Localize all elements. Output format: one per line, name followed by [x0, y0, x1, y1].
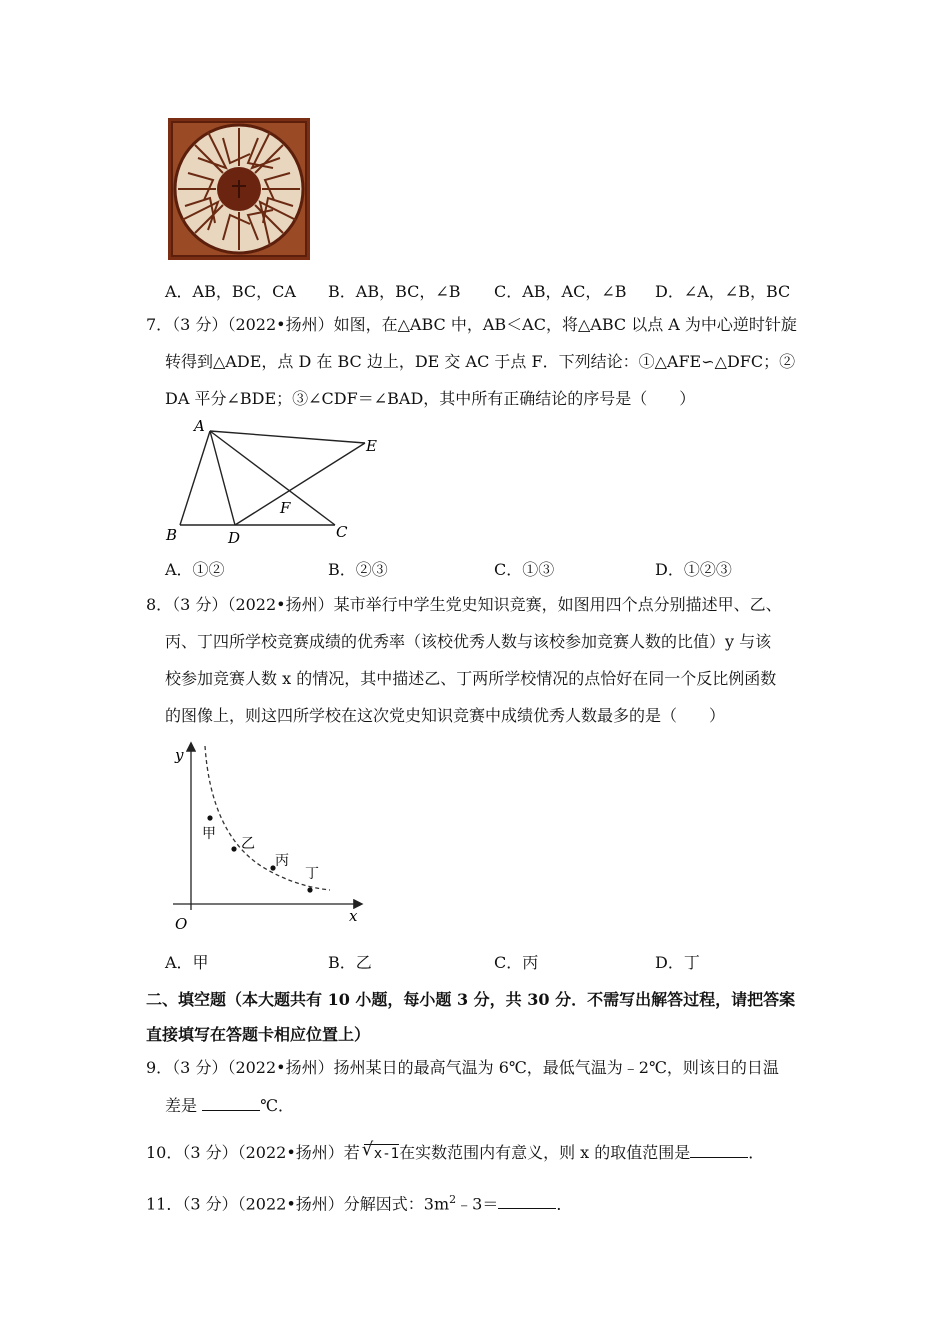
sqrt-radicand: x-1 — [373, 1146, 400, 1162]
q6-option-d: D．∠A，∠B，BC — [655, 282, 791, 301]
q11-exponent: 2 — [449, 1193, 457, 1206]
q8-line4: 的图像上，则这四所学校在这次党史知识竞赛中成绩优秀人数最多的是（ ） — [165, 706, 726, 725]
q6-option-c: C．AB，AC，∠B — [494, 282, 627, 301]
q8-graph-figure — [165, 738, 375, 938]
q9-line2-text: 差是 — [165, 1096, 203, 1115]
q8-axis-x-label: x — [349, 907, 358, 925]
q8-line2: 丙、丁四所学校竞赛成绩的优秀率（该校优秀人数与该校参加竞赛人数的比值）y 与该 — [165, 632, 772, 651]
q9-unit: ℃． — [260, 1096, 294, 1115]
q7-label-b: B — [166, 526, 178, 544]
q8-label-jia: 甲 — [202, 826, 216, 842]
q10-answer-blank[interactable] — [690, 1143, 748, 1158]
q8-option-c: C．丙 — [494, 953, 539, 972]
q10-prefix: 10．（3 分）（2022•扬州）若 — [146, 1143, 360, 1162]
sqrt-icon: √ — [361, 1139, 374, 1160]
q9-answer-blank[interactable] — [202, 1096, 260, 1111]
q6-option-a: A．AB，BC，CA — [165, 282, 296, 301]
point-yi — [231, 846, 236, 851]
q7-label-c: C — [336, 523, 348, 541]
q11-end: ． — [556, 1194, 573, 1214]
q8-option-a: A．甲 — [165, 953, 209, 972]
q10-end: ． — [748, 1143, 765, 1162]
q11-text: ﹣3＝ — [456, 1194, 499, 1214]
q7-option-b: B．②③ — [328, 560, 388, 579]
q8-label-yi: 乙 — [241, 836, 255, 852]
q8-label-ding: 丁 — [305, 866, 319, 882]
q8-axis-y-label: y — [175, 746, 184, 764]
q7-option-c: C．①③ — [494, 560, 555, 579]
q7-line3: DA 平分∠BDE；③∠CDF＝∠BAD，其中所有正确结论的序号是（ ） — [165, 389, 696, 408]
section2-heading-line2: 直接填写在答题卡相应位置上） — [146, 1025, 371, 1044]
q8-line3: 校参加竞赛人数 x 的情况，其中描述乙、丁两所学校情况的点恰好在同一个反比例函数 — [165, 669, 777, 688]
q11-prefix: 11．（3 分）（2022•扬州）分解因式：3m — [146, 1194, 450, 1214]
q8-option-b: B．乙 — [328, 953, 372, 972]
q8-line1: 8．（3 分）（2022•扬州）某市举行中学生党史知识竞赛，如图用四个点分别描述甲、乙、 — [146, 595, 782, 614]
q7-label-e: E — [366, 437, 377, 455]
q7-option-a: A．①② — [165, 560, 225, 579]
point-jia — [207, 815, 212, 820]
q7-line2: 转得到△ADE，点 D 在 BC 边上，DE 交 AC 于点 F．下列结论：①△AFE∽△DFC；② — [165, 352, 796, 371]
q8-origin-label: O — [175, 915, 188, 933]
section2-heading-line1: 二、填空题（本大题共有 10 小题，每小题 3 分，共 30 分．不需写出解答过程，请把答案 — [146, 990, 796, 1009]
q7-label-a: A — [194, 417, 205, 435]
q7-triangle-figure — [160, 415, 390, 550]
q11-answer-blank[interactable] — [498, 1194, 556, 1209]
point-ding — [307, 887, 312, 892]
q8-option-d: D．丁 — [655, 953, 700, 972]
q10-line — [146, 1139, 765, 1163]
q7-line1: 7．（3 分）（2022•扬州）如图，在△ABC 中，AB＜AC，将△ABC 以点 A 为中心逆时针旋 — [146, 315, 797, 334]
q10-text: 在实数范围内有意义，则 x 的取值范围是 — [399, 1143, 691, 1162]
q9-line2 — [165, 1096, 294, 1116]
q7-label-f: F — [280, 499, 291, 517]
q7-option-d: D．①②③ — [655, 560, 732, 579]
q8-label-bing: 丙 — [275, 853, 289, 869]
q9-line1: 9．（3 分）（2022•扬州）扬州某日的最高气温为 6℃，最低气温为﹣2℃，则该日的日温 — [146, 1058, 779, 1077]
q11-line — [146, 1190, 572, 1214]
sqrt-expression — [361, 1139, 400, 1163]
window-lattice-image — [168, 118, 310, 260]
q7-label-d: D — [228, 529, 241, 547]
q6-option-b: B．AB，BC，∠B — [328, 282, 461, 301]
